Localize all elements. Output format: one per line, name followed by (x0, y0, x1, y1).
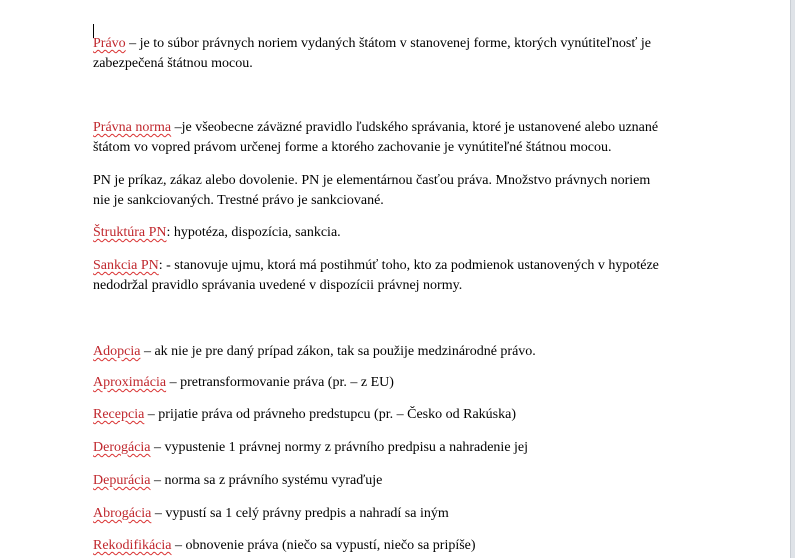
definition-text: – norma sa z právního systému vyraďuje (150, 473, 383, 488)
term-depuracia: Depurácia (93, 473, 151, 488)
definition-depuracia[interactable] (93, 471, 713, 491)
norma-line-1: –je všeobecne záväzné pravidlo ľudského správania, ktoré je ustanovené alebo uznané (171, 120, 659, 135)
definition-derogacia[interactable] (93, 438, 713, 458)
struktura-rest: : hypotéza, dispozícia, sankcia. (166, 225, 341, 240)
definition-adopcia[interactable] (93, 342, 713, 362)
definition-text: – obnovenie práva (niečo sa vypustí, niečo sa pripíše) (171, 538, 476, 553)
definition-text: – prijatie práva od právneho predstupcu (pr. – Česko od Rakúska) (144, 407, 516, 422)
term-recepcia: Recepcia (93, 407, 145, 422)
sankcia-line-2: nedodržal pravidlo správania uvedené v dispozícii právnej normy. (93, 278, 463, 293)
norma-line-2: štátom vo vopred právom určenej forme a ktorého zachovanie je vynútiteľné štátnou mocou. (93, 140, 612, 155)
definition-text: – pretransformovanie práva (pr. – z EU) (166, 375, 394, 390)
term-struktura: Štruktúra PN (93, 225, 167, 240)
definition-recepcia[interactable] (93, 405, 713, 425)
term-sankcia: Sankcia PN (93, 258, 159, 273)
definition-aproximacia[interactable] (93, 373, 713, 393)
paragraph-struktura[interactable] (93, 223, 713, 243)
paragraph-sankcia[interactable] (93, 256, 713, 296)
page-right-edge (790, 0, 795, 558)
term-pravna-norma: Právna norma (93, 120, 172, 135)
paragraph-pn[interactable] (93, 171, 713, 211)
term-abrogacia: Abrogácia (93, 506, 152, 521)
paragraph-pravo[interactable] (93, 34, 713, 74)
term-adopcia: Adopcia (93, 344, 141, 359)
term-derogacia: Derogácia (93, 440, 151, 455)
paragraph-pravna-norma[interactable] (93, 118, 713, 158)
definition-text: – vypustí sa 1 celý právny predpis a nahradí sa iným (151, 506, 449, 521)
pn-line-1: PN je príkaz, zákaz alebo dovolenie. PN je elementárnou časťou práva. Množstvo právnych noriem (93, 173, 651, 188)
definition-text: – vypustenie 1 právnej normy z právního predpisu a nahradenie jej (150, 440, 529, 455)
definition-abrogacia[interactable] (93, 504, 713, 524)
pn-line-2: nie je sankciovaných. Trestné právo je sankciované. (93, 193, 384, 208)
definition-text: – ak nie je pre daný prípad zákon, tak sa použije medzinárodné právo. (140, 344, 536, 359)
pravo-line-1: – je to súbor právnych noriem vydaných štátom v stanovenej forme, ktorých vynútiteľnosť je (125, 36, 651, 51)
definition-rekodifikacia[interactable] (93, 536, 713, 556)
term-pravo: Právo (93, 36, 126, 51)
term-rekodifikacia: Rekodifikácia (93, 538, 172, 553)
term-aproximacia: Aproximácia (93, 375, 167, 390)
pravo-line-2: zabezpečená štátnou mocou. (93, 56, 253, 71)
sankcia-line-1: : - stanovuje ujmu, ktorá má postihmúť toho, kto za podmienok ustanovených v hypotéze (158, 258, 659, 273)
